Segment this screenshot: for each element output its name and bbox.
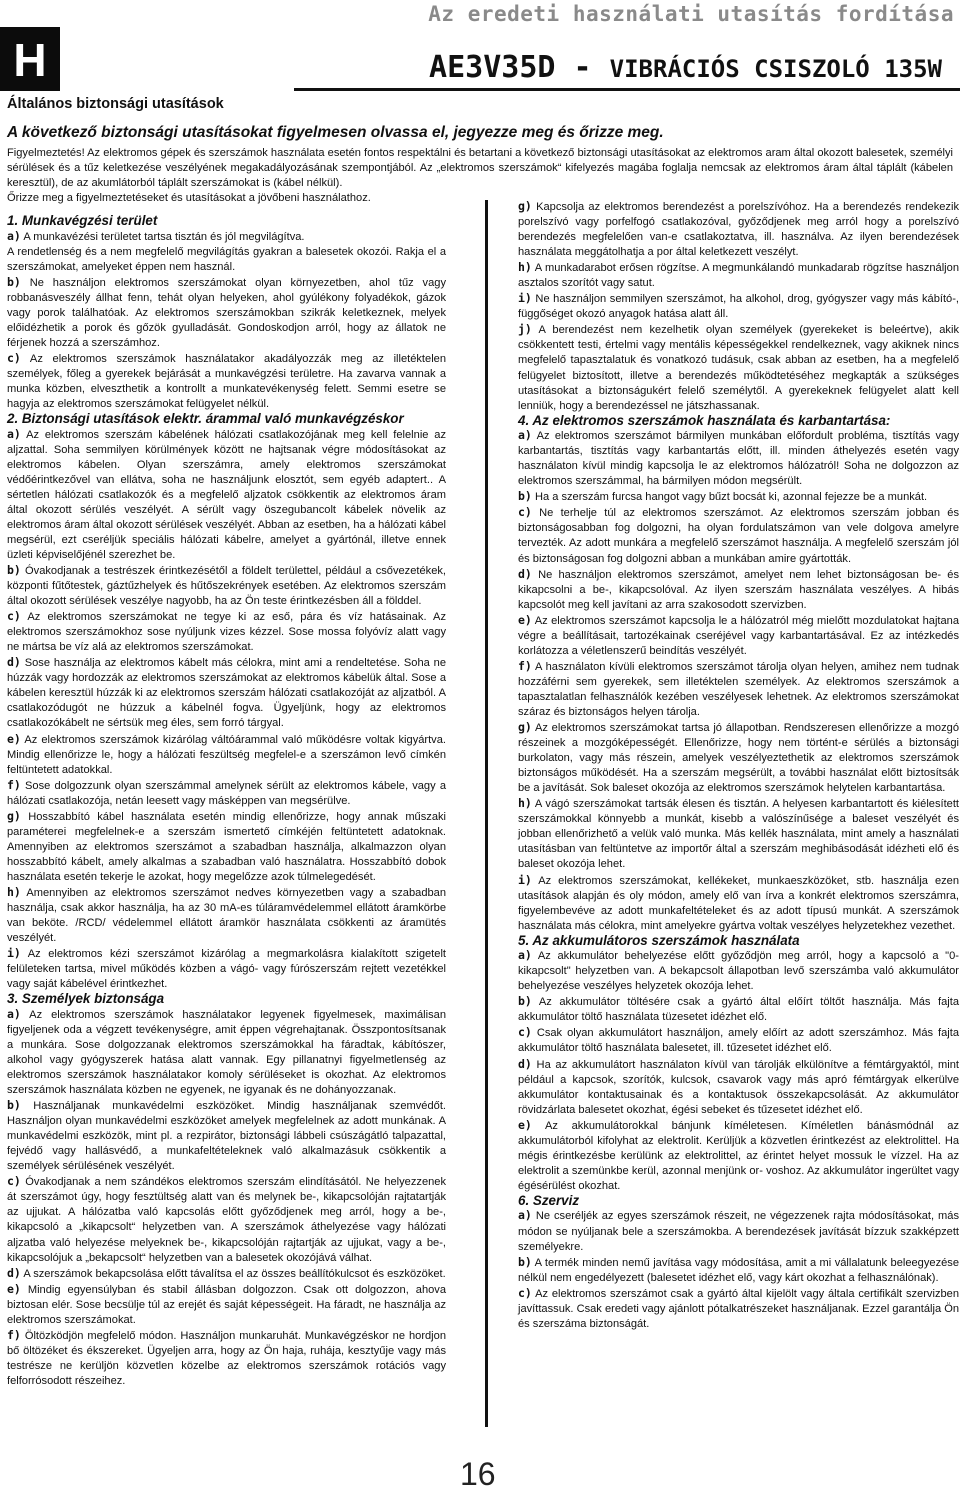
item-text: Hosszabbító kábel használata esetén mindig ellenőrizze, hogy annak műszaki paraméterei megfelelnek-e a szerszám ismertető címkéjén feltüntetett adatoknak. Amennyiben az elektromos szerszámot a szabadban használja, alkalmazzon olyan hosszabbító kábelt, amely alkalmas a szabadban való használatra. Hosszabbító dobok használata esetén tekerje le azokat, hogy megelőzze azok túlmelegedését.: [7, 810, 446, 883]
item-text: Ne cseréljék az egyes szerszámok részeit, ne végezzenek rajta módosításokat, más módon se nyúljanak bele a szerszámokba. A berendezések javítását bízzuk szakképzett személyekre.: [518, 1210, 959, 1253]
section-heading: 3. Személyek biztonsága: [7, 991, 165, 1007]
item-letter: f): [7, 1327, 21, 1342]
instruction-item: [518, 873, 959, 934]
item-text: Csak olyan akkumulátort használjon, amely előírt az adott szerszámhoz. Más fajta akkumulátor töltő használata balesetet, ill. tűzesetet idézhet elő.: [518, 1027, 959, 1055]
item-letter: d): [7, 655, 21, 670]
item-letter: g): [518, 720, 532, 735]
instruction-item: [518, 1208, 959, 1254]
instruction-item: [518, 1286, 959, 1332]
section-heading: 4. Az elektromos szerszámok használata és karbantartása:: [518, 412, 891, 428]
intro-keep: Őrizze meg a figyelmeztetéseket és utasításokat a jövőbeni használathoz.: [7, 192, 371, 204]
item-text: A munkavézési területet tartsa tisztán és jól megvilágítva.: [20, 230, 305, 243]
item-text: Ne használjon elektromos szerszámokat olyan környezetben, ahol tűz vagy robbanásveszély állhat fenn, tehát olyan helyeken, ahol gyúlékony folyadékok, gázok vagy porok találhatóak. Az elektromos szerszámokban szikrák keletkeznek, melyek előidézhetik a porok és gőzök gyulladását. Gondoskodjon arról, hogy az állatok ne férjenek hozzá a szerszámhoz.: [7, 276, 446, 349]
item-letter: b): [518, 1254, 532, 1269]
item-letter: c): [7, 350, 21, 365]
warning-title: A következő biztonsági utasításokat figyelmesen olvassa el, jegyezze meg és őrizze meg.: [7, 124, 664, 141]
instruction-item: [518, 796, 959, 872]
item-letter: c): [518, 1285, 532, 1300]
header-rule: [294, 88, 960, 91]
item-letter: b): [518, 994, 532, 1009]
section-title: Általános biztonsági utasítások: [7, 96, 224, 112]
item-letter: d): [518, 1056, 532, 1071]
item-text: Sose dolgozzunk olyan szerszámmal amelynek sérült az elektromos kábele, vagy a hálózati csatlakozója, netán leesett vagy másképpen van megsérülve.: [7, 779, 446, 807]
model-code: AE3V35D -: [429, 50, 610, 85]
item-letter: g): [7, 808, 21, 823]
item-text: Az akkumulátor behelyezése előtt győződjön meg arról, hogy a kapcsoló a "0-kikapcsolt" helyzetben van. A bekapcsolt állapotban levő szerszámba való akkumulátor behelyezése veszélyes helyzetek okozója lehet.: [518, 950, 959, 993]
item-letter: b): [7, 562, 21, 577]
item-text: A termék minden nemű javítása vagy módosítása, amit a mi vállalatunk beleegyezése nélkül nem engedélyezett (balesetet idézhet elő, vagy kárt okozhat a felhasználónak).: [518, 1256, 959, 1284]
instruction-item: [518, 659, 959, 720]
item-letter: d): [7, 1265, 21, 1280]
item-letter: c): [518, 1025, 532, 1040]
instruction-item: [7, 275, 446, 351]
instruction-item: [518, 428, 959, 489]
item-letter: h): [518, 796, 532, 811]
model-title: [429, 50, 942, 85]
section-heading: 2. Biztonsági utasítások elektr. árammal való munkavégzéskor: [7, 411, 404, 427]
item-letter: e): [518, 1117, 532, 1132]
item-text: Az elektromos szerszámok kizárólag váltóárammal való működésre voltak kigyártva. Mindig ellenőrizze le, hogy a hálózati feszültség megfelel-e a szerszámon levő címkén feltüntetett adatokkal.: [7, 733, 446, 776]
item-text: Óvakodjanak a testrészek érintkezésétől a földelt területtel, például a csővezetékek, központi fűtőtestek, gáztűzhelyek és hűtőszekrények esetében. Az elektromos szerszám által okozott sérülések veszélye nagyobb, ha az Ön teste érintkezésben áll a földdel.: [7, 564, 446, 608]
instruction-item: [518, 322, 959, 413]
left-column: [7, 214, 446, 1389]
instruction-item: [518, 1025, 959, 1056]
item-letter: f): [7, 777, 21, 792]
instruction-item: [518, 1118, 959, 1194]
item-text: Az elektromos szerszámokat, kellékeket, munkaeszközöket, stb. használja ezen utasítások alapján és oly módon, amely elő van írva a konkrét elektromos szerszámra, figyelembevéve az adott munkafeltételeket és az adott típusú munkát. A szerszámok használata más célokra, mint amelyekre gyártva voltak veszélyes helyzetekhez vezethet.: [518, 874, 959, 932]
instruction-item: [7, 655, 446, 731]
product-name: VIBRÁCIÓS CSISZOLÓ 135W: [609, 55, 942, 83]
item-letter: c): [7, 609, 21, 624]
item-letter: a): [7, 426, 21, 441]
instruction-item: [518, 1255, 959, 1286]
item-letter: a): [518, 948, 532, 963]
instruction-item: [7, 778, 446, 809]
instruction-item: [7, 1282, 446, 1328]
instruction-item: [518, 948, 959, 994]
item-text: Óvakodjanak a nem szándékos elektromos szerszám elindításától. Ne helyezzenek át szerszámot úgy, hogy fesztültség alatt van és melynek be-, kikapcsolóján rajtatartják az ujjukat. A hálózatba való kapcsolás előtt győződjenek meg arról, hogy a be-, kikapcsoló a „kikapcsolt“ helyzetben van. A szerszámok áthelyezése vagy hálózati aljzatba való helyezése melyeknek be-, kikapcsolóján rajtartják az ujjukat, vagy a be-, kikapcsolójuk a „bekapcsolt“ helyzetben van a balesetek okozójává válhat.: [7, 1176, 446, 1264]
section-heading: 1. Munkavégzési terület: [7, 213, 158, 228]
instruction-item: [518, 260, 959, 291]
page-number: 16: [460, 1456, 496, 1492]
instruction-item: [518, 505, 959, 566]
instruction-item: [7, 809, 446, 885]
item-letter: e): [7, 731, 21, 746]
item-text: A szerszámok bekapcsolása előtt távalítsa el az összes beállítókulcsot és eszközöket.: [20, 1267, 446, 1280]
instruction-item: [518, 567, 959, 613]
instruction-item: [7, 1007, 446, 1098]
item-letter: d): [518, 566, 532, 581]
language-code-box: H: [0, 27, 60, 91]
column-divider: [485, 200, 488, 1427]
item-letter: a): [7, 1006, 21, 1021]
item-letter: b): [7, 1098, 21, 1113]
item-text: Használjanak munkavédelmi eszközöket. Mindig használjanak szemvédőt. Használjon olyan munkavédelmi eszközöket amelyek megfelelnek az adott munkának. A munkavédelmi eszközök, mint pl. a rezpirátor, biztonsági lábbeli csúszágátló talpazattal, fejvédő vagy hallásvédő, a munkafeltételeknek való alkalmazásuk csökkentik a személyek sérülésének veszélyét.: [7, 1100, 446, 1173]
instruction-item: [518, 489, 959, 505]
item-text: Az elektromos szerszámok használatakor legyenek figyelmesek, maximálisan figyeljenek oda a végzett tevékenységre, amit éppen végrehajtanak. Összpontosítsanak a munkára. Sose dolgozzanak elektromos szerszámokkal ha fáradtak, kábítószer, alkohol vagy gyógyszerek hatása alatt vannak. Egy pillanatnyi figyelmetlenség az elektromos szerszámok használatakor komoly sérüléseket is okozhat. Az elektromos szerszámok használata közben ne egyenek, ne igyanak és ne dohányozzanak.: [7, 1008, 446, 1097]
section-heading: 6. Szerviz: [518, 1192, 580, 1208]
item-letter: c): [7, 1174, 21, 1189]
item-text: Mindig egyensúlyban és stabil állásban dolgozzon. Csak ott dolgozzon, ahova biztosan elér. Sose becsülje túl az erejét és saját képességeit. Ha fáradt, ne használja az elektromos szerszámokat.: [7, 1283, 446, 1326]
item-letter: h): [7, 884, 21, 899]
instruction-item: [7, 1328, 446, 1389]
item-text: Ne használjon elektromos szerszámot, amelyet nem lehet biztonságosan be- és kikapcsolni a be-, kikapcsolóval. Az ilyen szerszám használata veszélyes. A hibás kapcsolót meg kell javítani az arra szakosodott szervizben.: [518, 568, 959, 611]
section-heading: 5. Az akkumulátoros szerszámok használata: [518, 932, 800, 948]
instruction-item: [7, 351, 446, 412]
instruction-item: [518, 1057, 959, 1118]
paragraph: A rendetlenség és a nem megfelelő megvilágítás gyakran a balesetek okozói. Rakja el a szerszámokat, amelyeket éppen nem használ.: [7, 245, 446, 273]
instruction-item: [7, 946, 446, 992]
instruction-item: [518, 994, 959, 1025]
item-letter: b): [7, 274, 21, 289]
instruction-item: [7, 563, 446, 609]
instruction-item: [518, 291, 959, 322]
item-letter: f): [518, 658, 532, 673]
item-text: Az elektromos szerszámok használatakor akadályozzák meg az illetéktelen személyek, főleg a gyerekek bejárását a munkavégzési területre. Ha zavarva vannak a munka közben, elveszthetik a kontrollt a munkatevékenység felett. Semmi esetre se hagyja az elektromos szerszámokat felügyelet nélkül.: [7, 352, 446, 411]
item-text: Ha a szerszám furcsa hangot vagy bűzt bocsát ki, azonnal fejezze be a munkát.: [531, 491, 928, 504]
item-letter: g): [518, 199, 532, 213]
instruction-item: [7, 1266, 446, 1282]
item-text: Ne terhelje túl az elektromos szerszámot. Az elektromos szerszám jobban és biztonságosabban fog dolgozni, ha olyan fordulatszámon van vele dolgova amelyre tervezték. Az adott munkára a megfelelő szerszámot használja. A megfelelő szerszám jól és biztonságosan fog dolgozni abban a munkában amire gyártották.: [518, 507, 959, 565]
right-column: [518, 199, 959, 1332]
item-text: A használaton kívüli elektromos szerszámot tárolja olyan helyen, amihez nem tudnak hozzáférni sem gyerekek, sem illetéktelen személyek. Az elektromos szerszámok a tapasztalatlan felhasználók kezében veszélyesek lehetnek. Az elektromos szerszámokat száraz és biztonságos helyen tárolja.: [518, 660, 959, 718]
item-text: Öltözködjön megfelelő módon. Használjon munkaruhát. Munkavégzéskor ne hordjon bő öltözéket és ékszereket. Ügyeljen arra, hogy az Ön haja, ruhája, kesztyűje vagy más testrésze ne kerüljön közvetlen közelbe az elektromos szerszámok rotációs vagy felforrósodott részeihez.: [7, 1329, 446, 1387]
instruction-item: [518, 613, 959, 659]
item-letter: c): [518, 505, 532, 520]
instruction-item: [7, 427, 446, 563]
item-text: Az elektromos szerszámot csak a gyártó által kijelölt vagy általa certifikált szervizben javíttassuk. Csak eredeti vagy ajánlott pótalkatrészeket használjanak. Ezzel garantálja Ön és szerszáma biztonságát.: [518, 1287, 959, 1330]
instruction-item: [7, 732, 446, 778]
instruction-item: [7, 885, 446, 946]
item-text: Az elektromos szerszámokat ne tegye ki az eső, pára és víz hatásainak. Az elektromos szerszámokhoz sose nyúljunk vizes kézzel. Sose mossa folyóvíz alatt vagy ne mártsa be víz alá az elektromos szerszámokat.: [7, 611, 446, 654]
item-letter: a): [7, 228, 21, 243]
translation-note: Az eredeti használati utasítás fordítása: [428, 2, 954, 26]
item-text: Amennyiben az elektromos szerszámot nedves környezetben vagy a szabadban használja, csak akkor használja, ha az 30 mA-es túláramvédelemmel ellátott áramkörbe van beköte. /RCD/ védelemmel ellátott áramkör használata csökkenti az áramütés veszélyét.: [7, 886, 446, 945]
item-letter: e): [7, 1281, 21, 1296]
item-text: Az elektromos kézi szerszámot kizárólag a megmarkolásra kialakított szigetelt felületeken tartsa, mivel működés közben a vágó- vagy fúrószerszám rejtett vezetékkel vagy saját kábelével érintkezhet.: [7, 948, 446, 991]
item-text: Az elektromos szerszámot kapcsolja le a hálózatról még mielőtt mozdulatokat hajtana végre a beállításait, tartozékainak cseréjével vagy karbantartásával. Ez az intézkedés korlátozza a véletlenszerű beindítás veszélyét.: [518, 614, 959, 657]
item-letter: e): [518, 612, 532, 627]
item-letter: i): [7, 946, 21, 961]
instruction-item: [7, 229, 446, 245]
item-text: Az elektromos szerszám kábelének hálózati csatlakozójának meg kell felelnie az aljzattal. Soha semmilyen körülmények között ne hajtsanak végre módosításokat az elektromos kábelen. Olyan szerszámra, amely elektromos szerszámokat védőérintkezővel van ellátva, soha ne használjunk elosztót, sem egyéb adaptert.. A sértetlen hálózati csatlakozók és a megfelelő aljzatok csökkentik az elektromos áram által okozott sérülés veszélyét. A sérült vagy öszegubancolt kábelek növelik az elektromos áram által okozott sérülések veszélyét. Abban az esetben, ha a hálózati kábel megsérül, ezt cseréljük speciális hálózati kábelre, amelyet a gyártónál, illetve ennek üzleti képviselőjénél szerezhet be.: [7, 428, 446, 561]
item-text: Sose használja az elektromos kábelt más célokra, mint ami a rendeltetése. Soha ne húzzák vagy hordozzák az elektromos szerszámokat az elektromos kábelük által. Sose a kábelen keresztül húzzák ki az elektromos szerszám hálózati csatlakozóját az aljzatból. A csatlakozódugót ne húzzuk a kábelnél fogva. Ügyeljünk, hogy az elektromos csatlakozókábelt ne sértsük meg éles, sem forró tárgyal.: [7, 657, 446, 730]
intro-block: [7, 146, 953, 206]
item-text: A munkadarabot erősen rögzítse. A megmunkálandó munkadarab rögzítse használjon asztalos szorítót vagy satut.: [518, 262, 959, 290]
instruction-item: [518, 720, 959, 796]
intro-text: Figyelmeztetés! Az elektromos gépek és szerszámok használata esetén fontos respektálni és betartani a következő biztonsági utasításokat az elektromos aram által okozott balesetek, személyi sérülések és a tűz keletkezése veszélyének megakadályozásának szempontjából. Az „elektromos szerszámok“ kifelyezés magába foglalja nemcsak az elektromos áram által táplált (kábelen keresztül), de az akumlátorból táplált szerszámokat is (kábel nélkül).: [7, 147, 953, 189]
item-text: Az elektromos szerszámokat tartsa jó állapotban. Rendszeresen ellenőrizze a mozgó részeinek a mozgóképességét. Ellenőrizze, hogy nem történt-e sérülés a biztonsági burkolaton, vagy más részein, amelyek veszélyeztethetik az elektromos szerszámok biztonságos működését. Ha a szerszám megsérült, a további használat előtt biztosítsák be a javítását. Sok baleset okozója az elektromos szerszámok helytelen karbantartása.: [518, 722, 959, 795]
instruction-item: [7, 1098, 446, 1174]
item-text: Ha az akkumulátort használaton kívül van tárolják elkülönítve a fémtárgyaktól, mint például a kapcsok, szorítók, kulcsok, csavarok vagy más apró fémtárgyak elkerülve akkumulátor kontaktusainak és a kontaktusok összekapcsolását. Az akkumulátor rövidzárlata balesetet okozhat, égési sebeket és tűzesetet idézhet elő.: [518, 1058, 959, 1116]
item-text: A berendezést nem kezelhetik olyan személyek (gyerekeket is beleértve), akik csökkentett testi, értelmi vagy mentális képességekkel rendelkeznek, vagy akiknek nincs megfelelő tapasztalatuk és vonatkozó tudásuk, csak abban az esetben, ha a megfelelő felügyelet biztosított, illetve a berendezés működtetéséhez megkapták a szükséges utasításokat a biztonságukért felelő személytől. A gyerekeknek felügyelet alatt kell lenniük, hogy a berendezéssel ne játszhassanak.: [518, 324, 959, 412]
item-text: Az akkumulátor töltésére csak a gyártó által előírt töltőt használja. Más fajta akkumulátor töltő használata tüzesetet idézhet elő.: [518, 996, 959, 1024]
item-letter: j): [518, 322, 532, 337]
item-letter: b): [518, 489, 532, 504]
item-letter: i): [518, 872, 532, 887]
instruction-item: [7, 609, 446, 655]
item-text: Ne használjon semmilyen szerszámot, ha alkohol, drog, gyógyszer vagy más kábító-, függőséget okozó anyagok hatása alatt áll.: [518, 293, 959, 321]
item-text: Kapcsolja az elektromos berendezést a porelszívóhoz. Ha a berendezés rendekezik porelszívó vagy porfelfogó csatlakozóval, győződjenek meg arról hogy a porelszívó berendezés megfelelően van-e csatlakoztatva, ill. használva. Az ilyen berendezések használata meggátolhatja a por által keletkezett veszélyt.: [518, 201, 959, 259]
instruction-item: [518, 199, 959, 260]
item-letter: a): [518, 428, 532, 443]
item-letter: a): [518, 1208, 532, 1223]
item-text: A vágó szerszámokat tartsák élesen és tisztán. A helyesen karbantartott és kiélesített szerszámokkal könnyebb a munkát, kisebb a valószínűsége a baleset veszélyét és jobban ellenőrizhető a velük való munka. Más kellék használata, mint amely a használati utasításban van feltüntetve az importőr által a szerszám meghibásodását idézheti elő és baleset okozója lehet.: [518, 798, 959, 871]
item-text: Az akkumulátorokkal bánjunk kíméletesen. Kíméletlen bánásmódnál az akkumulátorból kifolyhat az elektrolit. Kerüljük a közvetlen érintkezést az elektrolittel. Ha mégis érintkezésbe kerülünk az elektrolittel, az érintet helyet mossuk le vízzel. Ha az elektrolit a szemünkbe kerül, azonnal menjünk or- voshoz. Az akkumulátor ingerültet vagy égésérülést okozhat.: [518, 1119, 959, 1192]
item-text: Az elektromos szerszámot bármilyen munkában előfordult probléma, tisztítás vagy karbantartás, tisztítás vagy karbantartás előtt, ill. minden áthelyezés esetén vagy használaton kívül mindig kapcsolja le az elektromos hálózatról! Soha ne dolgozzon az elektromos szerszámmal, ha bármilyen módon megsérült.: [518, 430, 959, 488]
item-letter: h): [518, 260, 532, 275]
item-letter: i): [518, 291, 532, 306]
instruction-item: [7, 1174, 446, 1265]
